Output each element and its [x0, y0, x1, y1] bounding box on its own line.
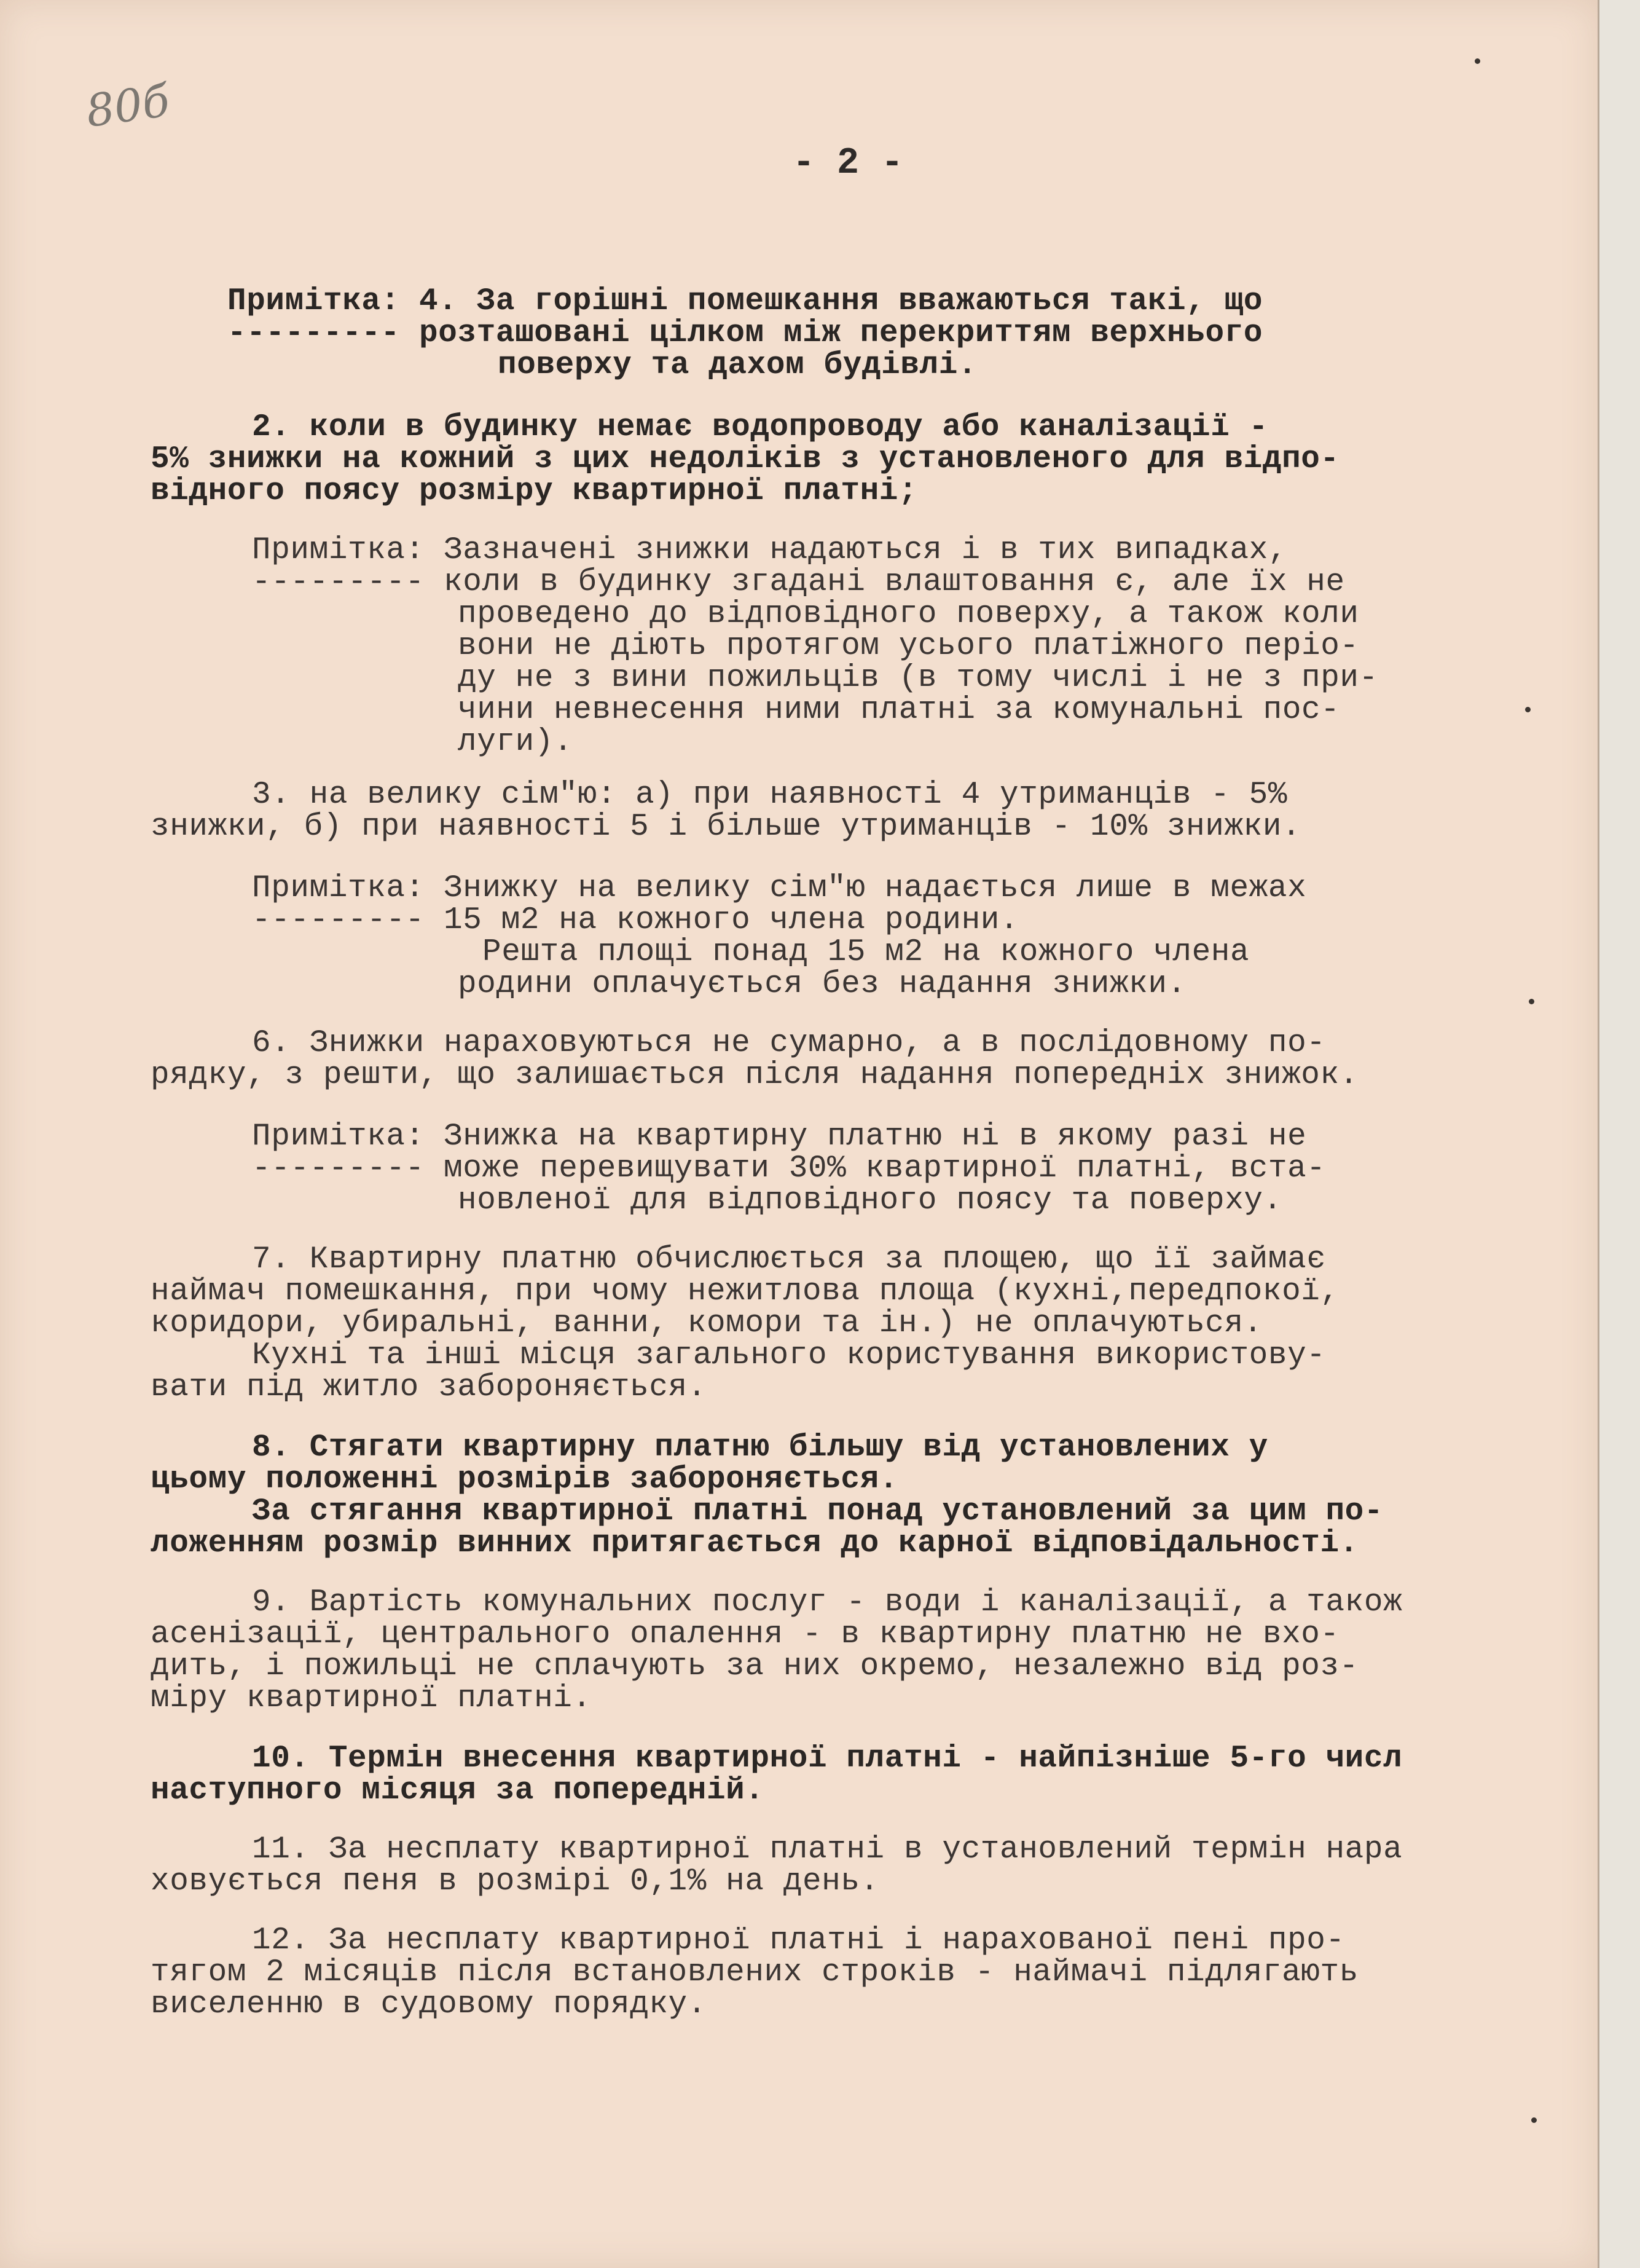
item-7-line: 7. Квартирну платню обчислюється за площею, що її займає	[252, 1242, 1326, 1277]
note-item-2-line: проведено до відповідного поверху, а також коли	[458, 597, 1359, 632]
note-item-2-line: чини невнесення ними платні за комунальні пос-	[458, 693, 1340, 728]
item-10-line: 10. Термін внесення квартирної платні - найпізніше 5-го числ	[252, 1741, 1403, 1776]
item-7-line: коридори, убиральні, ванни, комори та ін.) не оплачуються.	[151, 1306, 1263, 1341]
page-number: - 2 -	[793, 143, 904, 184]
note-item-2-line: вони не діють протягом усього платіжного періо-	[458, 629, 1359, 664]
item-2-line: 5% знижки на кожний з цих недоліків з установленого для відпо-	[151, 442, 1340, 477]
note-item-6-line: новленої для відповідного поясу та поверху.	[458, 1183, 1282, 1218]
item-7-line: Кухні та інші місця загального користування використову-	[252, 1338, 1326, 1373]
item-9-line: міру квартирної платні.	[151, 1681, 592, 1716]
item-8-line: цьому положенні розмірів забороняється.	[151, 1462, 898, 1497]
note-item-2-line: луги).	[458, 725, 573, 760]
note-item-6-line: Примітка: Знижка на квартирну платню ні в якому разі не	[252, 1119, 1307, 1154]
item-2-line: 2. коли в будинку немає водопроводу або каналізації -	[252, 410, 1268, 445]
item-9-line: асенізації, центрального опалення - в квартирну платню не вхо-	[151, 1617, 1340, 1652]
item-9-line: 9. Вартість комунальних послуг - води і каналізації, а також	[252, 1585, 1403, 1620]
note-4-line: поверху та дахом будівлі.	[498, 348, 978, 383]
margin-speck	[1529, 999, 1534, 1004]
item-7-line: наймач помешкання, при чому нежитлова площа (кухні,передпокої,	[151, 1274, 1340, 1309]
note-4-line: --------- розташовані цілком між перекриттям верхнього	[227, 316, 1263, 351]
item-8-line: ложенням розмір винних притягається до карної відповідальності.	[151, 1526, 1359, 1561]
item-9-line: дить, і пожильці не сплачують за них окремо, незалежно від роз-	[151, 1649, 1359, 1684]
note-item-3-line: Примітка: Знижку на велику сім"ю надається лише в межах	[252, 871, 1307, 906]
item-11-line: 11. За несплату квартирної платні в установлений термін нара	[252, 1832, 1403, 1867]
note-item-2-line: ду не з вини пожильців (в тому числі і не з при-	[458, 661, 1378, 696]
item-3-line: знижки, б) при наявності 5 і більше утриманців - 10% знижки.	[151, 809, 1301, 845]
item-3-line: 3. на велику сім"ю: а) при наявності 4 утриманців - 5%	[252, 778, 1288, 813]
item-12-line: 12. За несплату квартирної платні і нарахованої пені про-	[252, 1923, 1345, 1958]
item-7-line: вати під житло забороняється.	[151, 1370, 707, 1405]
margin-speck	[1531, 2117, 1537, 2123]
note-item-2-line: Примітка: Зазначені знижки надаються і в тих випадках,	[252, 533, 1288, 568]
note-item-2-line: --------- коли в будинку згадані влаштовання є, але їх не	[252, 565, 1345, 600]
note-4-line: Примітка: 4. За горішні помешкання вважаються такі, що	[227, 284, 1263, 319]
item-12-line: тягом 2 місяців після встановлених строків - наймачі підлягають	[151, 1955, 1359, 1990]
item-8-line: 8. Стягати квартирну платню більшу від установлених у	[252, 1430, 1268, 1465]
item-6-line: рядку, з решти, що залишається після надання попередніх знижок.	[151, 1058, 1359, 1093]
note-item-3-line: Решта площі понад 15 м2 на кожного члена	[482, 935, 1250, 970]
margin-speck	[1475, 58, 1480, 64]
handwritten-folio-number: 80б	[82, 74, 173, 138]
item-11-line: ховується пеня в розмірі 0,1% на день.	[151, 1864, 879, 1899]
item-10-line: наступного місяця за попередній.	[151, 1773, 764, 1808]
margin-speck	[1525, 707, 1531, 712]
item-6-line: 6. Знижки нараховуються не сумарно, а в послідовному по-	[252, 1026, 1326, 1061]
note-item-3-line: --------- 15 м2 на кожного члена родини.	[252, 903, 1019, 938]
item-12-line: виселенню в судовому порядку.	[151, 1987, 707, 2022]
item-8-line: За стягання квартирної платні понад установлений за цим по-	[252, 1494, 1384, 1529]
item-2-line: відного поясу розміру квартирної платні;	[151, 474, 918, 509]
note-item-6-line: --------- може перевищувати 30% квартирної платні, вста-	[252, 1151, 1326, 1186]
note-item-3-line: родини оплачується без надання знижки.	[458, 967, 1187, 1002]
